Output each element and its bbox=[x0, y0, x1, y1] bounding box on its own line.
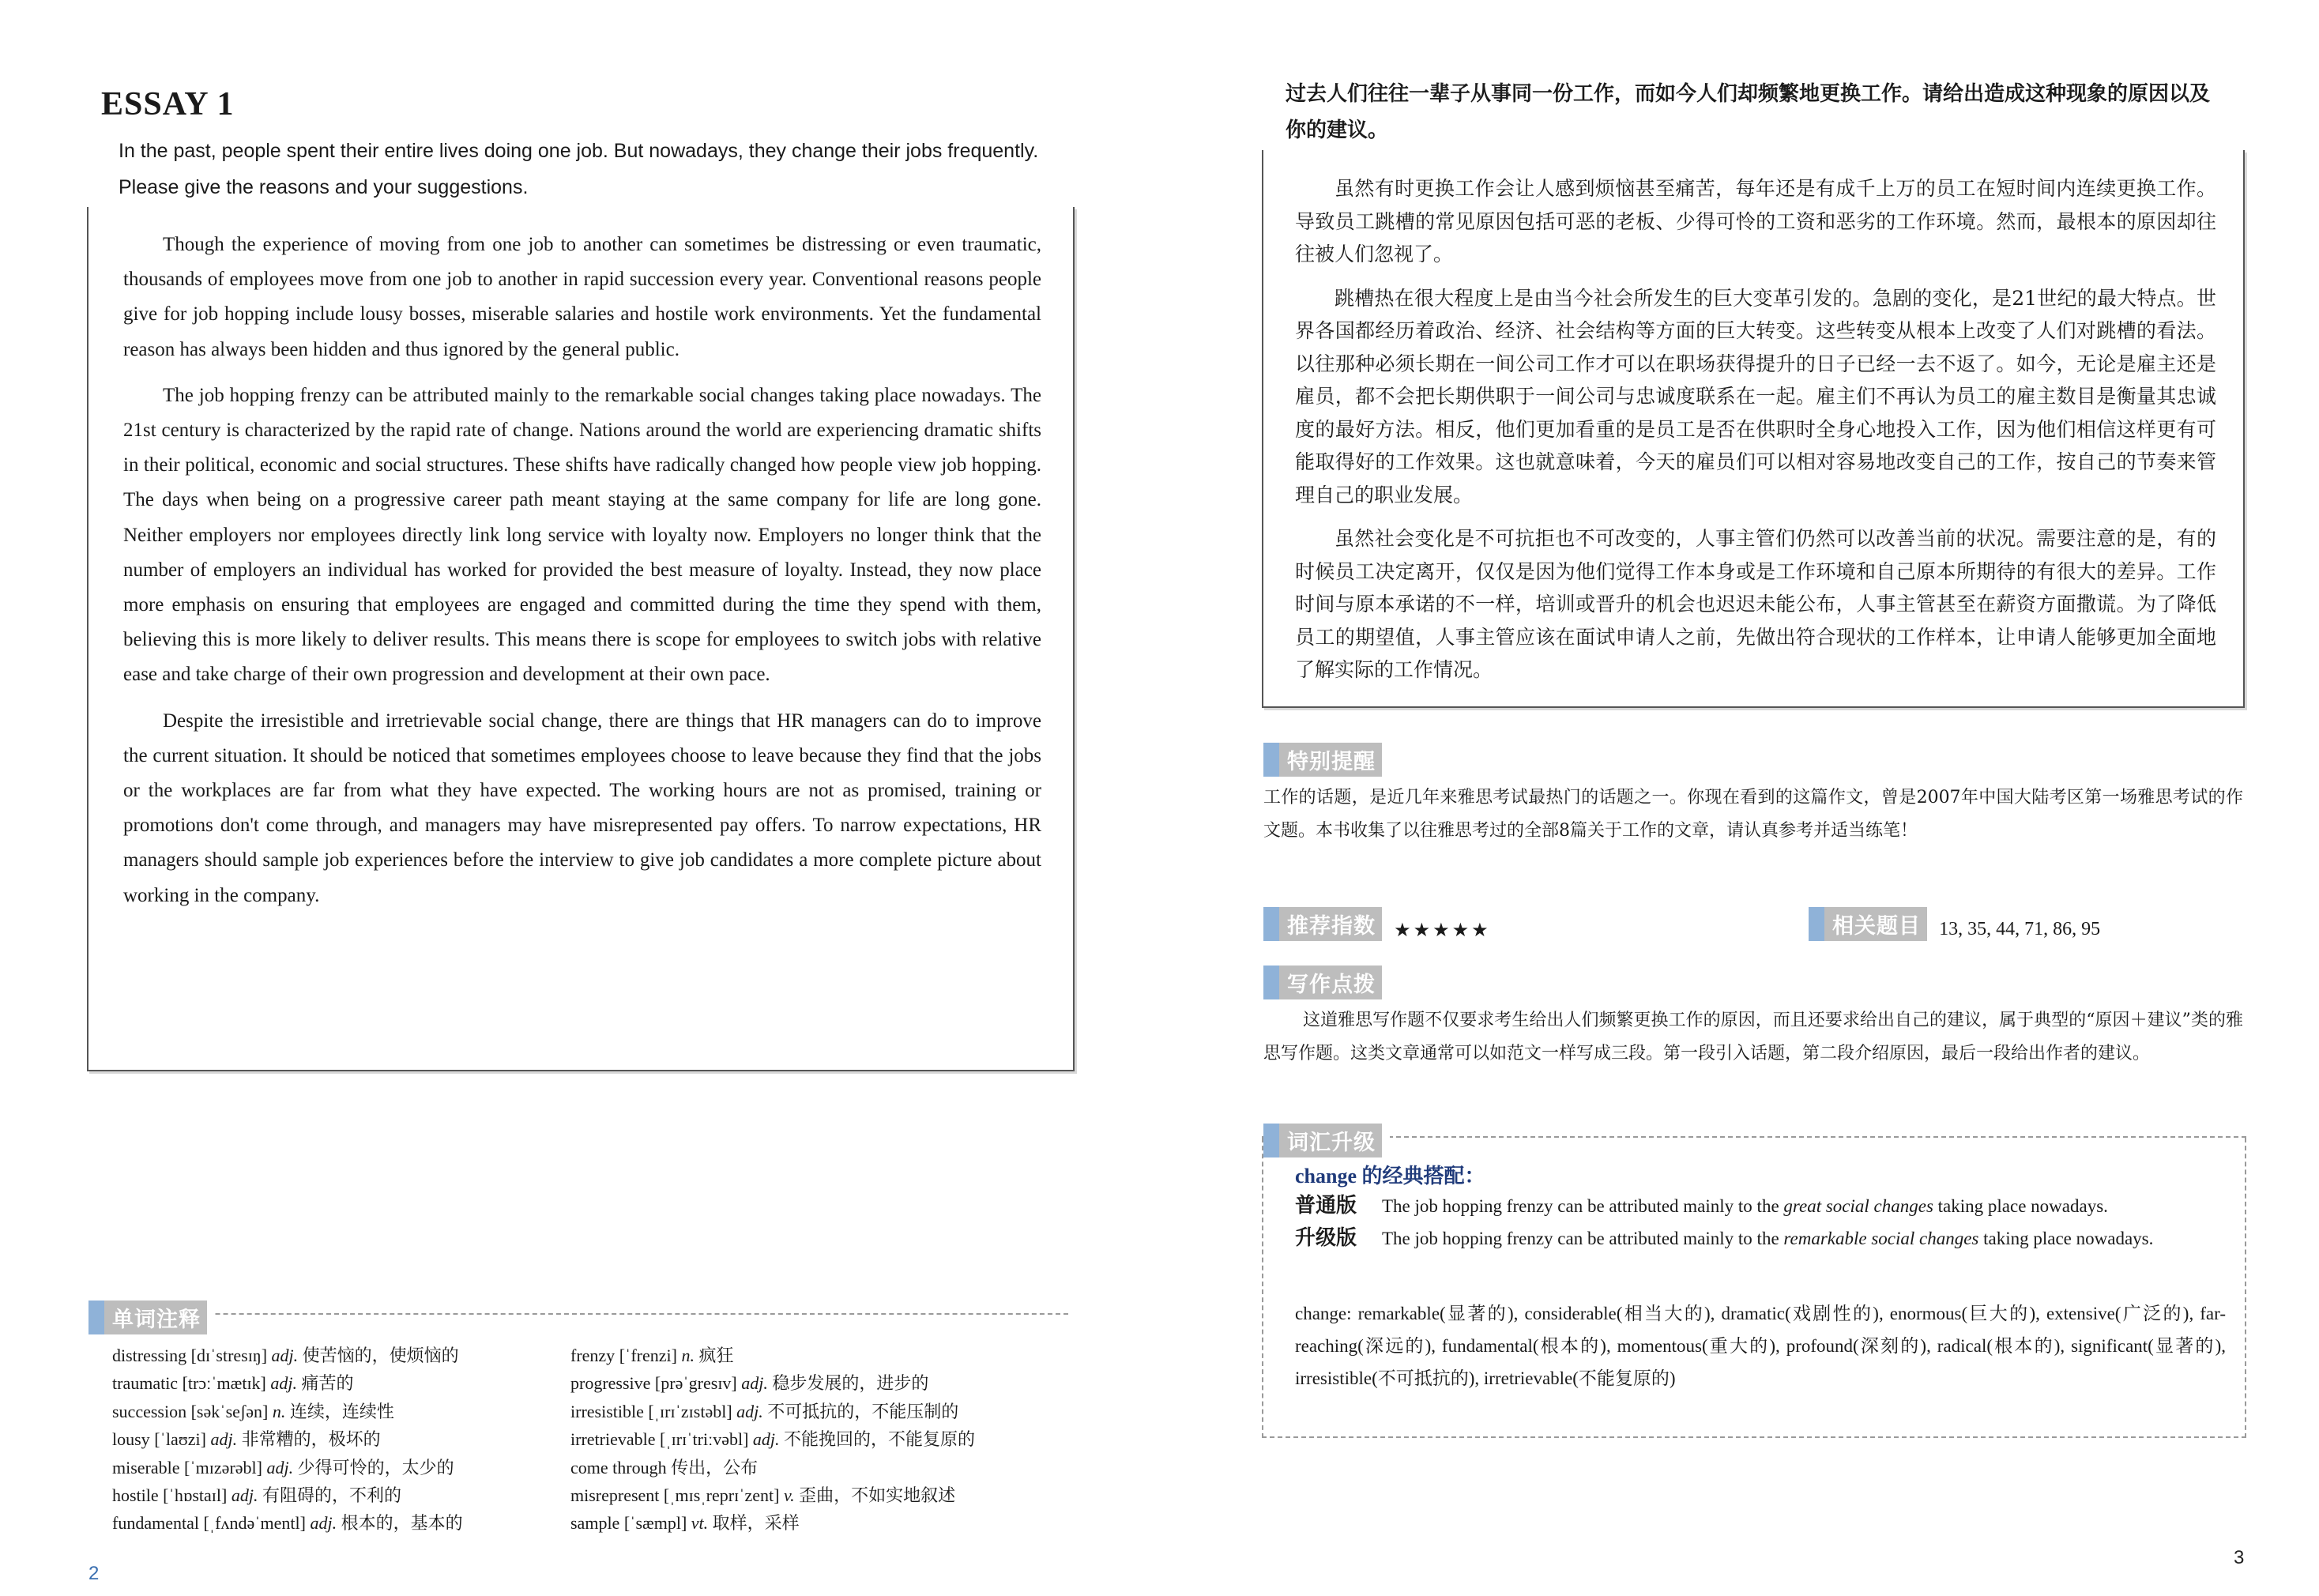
upgraded-sentence-emphasis: remarkable social changes bbox=[1783, 1229, 1979, 1248]
vocab-word: sample bbox=[570, 1513, 620, 1534]
essay-paragraph-2: The job hopping frenzy can be attributed mainly to the remarkable social changes taking place nowadays. The 21st century is characterized by the rapid rate of change. Nations around the world are experiencing dramatic shifts in their political, economic and social structures. These shifts have radically changed how people view job hopping. The days when being on a progressive career path meant staying at the same company for life are long gone. Neither employers nor employees directly link long service with loyalty now. Employers no longer think that the number of employers an individual has worked for provided the best measure of loyalty. Instead, they now place more emphasis on ensuring that employees are engaged and committed during the time they spend with them, believing this is more likely to deliver results. This means there is scope for employees to switch jobs with relative ease and take charge of their own progression and development at their own pace. bbox=[123, 384, 1041, 686]
upgraded-version-sentence bbox=[1382, 1222, 2227, 1255]
translation-body bbox=[1295, 172, 2216, 698]
vocab-divider bbox=[88, 1313, 1068, 1338]
writing-tips-text: 这道雅思写作题不仅要求考生给出人们频繁更换工作的原因，而且还要求给出自己的建议，属于典型的“原因＋建议”类的雅思写作题。这类文章通常可以如范文一样写成三段。第一段引入话题，第二段介绍原因，最后一段给出作者的建议。 bbox=[1263, 1011, 2243, 1063]
vocab-word: distressing bbox=[112, 1346, 187, 1365]
vocab-meaning: 取样，采样 bbox=[712, 1513, 800, 1534]
vocab-word: traumatic bbox=[112, 1373, 179, 1394]
related-topics-label: 相关题目 bbox=[1809, 907, 1927, 941]
vocab-pos: v. bbox=[784, 1485, 795, 1506]
vocab-phonetic: [dɪˈstresɪŋ] bbox=[190, 1346, 268, 1365]
vocab-entry bbox=[570, 1342, 975, 1369]
vocab-entry bbox=[112, 1509, 463, 1537]
vocab-phonetic: [ˌɪrɪˈzɪstəbl] bbox=[648, 1401, 732, 1421]
vocab-meaning: 稳步发展的，进步的 bbox=[772, 1373, 929, 1394]
related-topics-numbers: 13, 35, 44, 71, 86, 95 bbox=[1939, 919, 2101, 939]
vocab-meaning: 根本的，基本的 bbox=[341, 1513, 463, 1534]
vocab-word: miserable bbox=[112, 1457, 180, 1477]
vocab-list-column-2 bbox=[570, 1342, 975, 1538]
translation-box bbox=[1262, 150, 2245, 708]
rating-label: 推荐指数 bbox=[1263, 907, 1382, 941]
vocab-meaning: 少得可怜的，太少的 bbox=[297, 1457, 454, 1477]
vocab-phonetic: [ˌfʌndəˈmentl] bbox=[203, 1513, 306, 1534]
vocab-entry bbox=[112, 1342, 463, 1369]
essay-title: ESSAY 1 bbox=[101, 86, 235, 122]
vocab-entry bbox=[112, 1369, 463, 1397]
basic-version-tag: 普通版 bbox=[1295, 1194, 1357, 1218]
vocab-upgrade-label-wrap bbox=[1263, 1124, 1390, 1157]
vocab-entry bbox=[570, 1398, 975, 1425]
basic-sentence-post: taking place nowadays. bbox=[1933, 1196, 2108, 1216]
upgraded-version-tag: 升级版 bbox=[1295, 1226, 1357, 1250]
rating-stars: ★★★★★ bbox=[1394, 918, 1491, 941]
vocab-word: fundamental bbox=[112, 1513, 199, 1534]
vocab-pos: adj. bbox=[270, 1373, 298, 1394]
vocab-phonetic: [ˈhɒstaɪl] bbox=[163, 1485, 228, 1506]
vocab-meaning: 非常糟的，极坏的 bbox=[241, 1429, 381, 1450]
vocab-phonetic: [ˌɪrɪˈtriːvəbl] bbox=[660, 1429, 749, 1450]
vocab-meaning: 有阻碍的，不利的 bbox=[262, 1485, 401, 1506]
vocab-entry bbox=[112, 1481, 463, 1509]
essay-paragraph-3: Despite the irresistible and irretrievable social change, there are things that HR managers can do to improve the current situation. It should be noticed that sometimes employees choose to leave because they find that the jobs or the workplaces are far from what they have expected. The working hours are not as promised, training or promotions don't come through, and managers may have misrepresented pay offers. To narrow expectations, HR managers should sample job experiences before the interview to give job candidates a more complete picture about working in the company. bbox=[123, 710, 1041, 906]
page-number-right: 3 bbox=[2234, 1547, 2245, 1568]
vocab-word: misrepresent bbox=[570, 1485, 660, 1506]
writing-tips-section bbox=[1263, 966, 2243, 1071]
right-page bbox=[1159, 0, 2319, 1596]
vocab-meaning: 使苦恼的，使烦恼的 bbox=[302, 1346, 459, 1365]
vocab-entry bbox=[570, 1369, 975, 1397]
related-topics bbox=[1809, 907, 2100, 941]
vocab-entry bbox=[570, 1509, 975, 1537]
vocab-pos: adj. bbox=[736, 1401, 763, 1421]
vocab-meaning: 歪曲，不如实地叙述 bbox=[799, 1485, 956, 1506]
vocab-meaning: 痛苦的 bbox=[301, 1373, 354, 1394]
basic-version-sentence bbox=[1382, 1190, 2227, 1222]
special-note-text: 工作的话题，是近几年来雅思考试最热门的话题之一。你现在看到的这篇作文，曾是2007年中国大陆考区第一场雅思考试的作文题。本书收集了以往雅思考过的全部8篇关于工作的文章，请认真参考并适当练笔！ bbox=[1263, 788, 2243, 841]
vocab-phonetic: [ˈsæmpl] bbox=[623, 1513, 687, 1534]
essay-box bbox=[87, 207, 1075, 1071]
cn-prompt: 过去人们往往一辈子从事同一份工作，而如今人们却频繁地更换工作。请给出造成这种现象的原因以及你的建议。 bbox=[1286, 82, 2211, 142]
vocab-word: hostile bbox=[112, 1485, 159, 1506]
translation-paragraph-1: 虽然有时更换工作会让人感到烦恼甚至痛苦，每年还是有成千上万的员工在短时间内连续更换工作。导致员工跳槽的常见原因包括可恶的老板、少得可怜的工资和恶劣的工作环境。然而，最根本的原因却往往被人们忽视了。 bbox=[1295, 177, 2216, 265]
vocab-phonetic: [ˌmɪsˌreprɪˈzent] bbox=[663, 1485, 780, 1506]
vocab-phonetic: [prəˈgresɪv] bbox=[654, 1373, 737, 1394]
vocab-upgrade-heading bbox=[1295, 1160, 1485, 1189]
vocab-word: frenzy bbox=[570, 1346, 616, 1365]
vocab-upgrade-label: 词汇升级 bbox=[1263, 1124, 1382, 1157]
vocab-pos: adj. bbox=[310, 1513, 337, 1534]
basic-sentence-pre: The job hopping frenzy can be attributed mainly to the bbox=[1382, 1196, 1784, 1216]
vocab-entry bbox=[112, 1425, 463, 1453]
vocab-meaning: 连续，连续性 bbox=[289, 1401, 394, 1421]
vocab-pos: adj. bbox=[210, 1429, 238, 1450]
vocab-word: lousy bbox=[112, 1429, 150, 1450]
vocab-phonetic: [səkˈseʃən] bbox=[190, 1401, 269, 1421]
upgraded-sentence-post: taking place nowadays. bbox=[1978, 1229, 2154, 1248]
vocab-entry bbox=[112, 1398, 463, 1425]
translation-paragraph-2: 跳槽热在很大程度上是由当今社会所发生的巨大变革引发的。急剧的变化，是21世纪的最大特点。世界各国都经历着政治、经济、社会结构等方面的巨大转变。这些转变从根本上改变了人们对跳槽的看法。以往那种必须长期在一间公司工作才可以在职场获得提升的日子已经一去不返了。如今，无论是雇主还是雇员，都不会把长期供职于一间公司与忠诚度联系在一起。雇主们不再认为员工的雇主数目是衡量其忠诚度的最好方法。相反，他们更加看重的是员工是否在供职时全身心地投入工作，因为他们相信这样更有可能取得好的工作效果。这也就意味着，今天的雇员们可以相对容易地改变自己的工作，按自己的节奏来管理自己的职业发展。 bbox=[1295, 286, 2216, 506]
vocab-phonetic: [ˈmɪzərəbl] bbox=[184, 1457, 262, 1477]
vocab-upgrade-basic-row bbox=[1295, 1190, 2227, 1222]
vocab-word: irresistible bbox=[570, 1401, 644, 1421]
writing-tips-label: 写作点拨 bbox=[1263, 966, 1382, 999]
vocab-word: irretrievable bbox=[570, 1429, 656, 1450]
vocab-meaning: 疯狂 bbox=[698, 1346, 734, 1365]
vocab-meaning: 不能挽回的，不能复原的 bbox=[784, 1429, 976, 1450]
vocab-notes-label: 单词注释 bbox=[88, 1301, 207, 1334]
vocab-entry bbox=[570, 1454, 975, 1481]
vocab-word: progressive bbox=[570, 1373, 651, 1394]
vocab-upgrade-upgraded-row bbox=[1295, 1222, 2227, 1255]
vocab-pos: adj. bbox=[752, 1429, 780, 1450]
special-note-label: 特别提醒 bbox=[1263, 743, 1382, 777]
vocab-meaning: 传出，公布 bbox=[671, 1457, 759, 1477]
vocab-word: come through bbox=[570, 1457, 667, 1477]
essay-prompt: In the past, people spent their entire lives doing one job. But nowadays, they change their jobs frequently. Please give the reasons and your suggestions. bbox=[119, 140, 1039, 198]
vocab-pos: adj. bbox=[266, 1457, 294, 1477]
essay-body bbox=[123, 228, 1041, 924]
vocab-meaning: 不可抵抗的，不能压制的 bbox=[767, 1401, 959, 1421]
vocab-upgrade-heading-word: change bbox=[1295, 1165, 1357, 1188]
vocab-phonetic: [ˈfrenzi] bbox=[619, 1346, 677, 1365]
vocab-pos: adj. bbox=[271, 1346, 299, 1365]
page-number-left: 2 bbox=[88, 1563, 100, 1584]
vocab-list-column-1 bbox=[112, 1342, 463, 1538]
vocab-entry bbox=[570, 1481, 975, 1509]
vocab-upgrade-synonyms: change: remarkable(显著的), considerable(相当大的), dramatic(戏剧性的), enormous(巨大的), extensive(广泛的), far-reaching(深远的), fundamental(根本的), momentous(重大的), profound(深刻的), radical(根本的), significant(显著的), irresistible(不可抵抗的), irretrievable(不能复原的) bbox=[1295, 1304, 2226, 1388]
vocab-word: succession bbox=[112, 1401, 187, 1421]
rating-row bbox=[1263, 907, 2243, 939]
vocab-phonetic: [ˈlaʊzi] bbox=[154, 1429, 206, 1450]
basic-sentence-emphasis: great social changes bbox=[1783, 1196, 1933, 1216]
essay-paragraph-1: Though the experience of moving from one job to another can sometimes be distressing or even traumatic, thousands of employees move from one job to another in rapid succession every year. Conventional reasons people give for job hopping include lousy bosses, miserable salaries and hostile work environments. Yet the fundamental reason has always been hidden and thus ignored by the general public. bbox=[123, 234, 1041, 360]
vocab-entry bbox=[112, 1454, 463, 1481]
left-page bbox=[0, 0, 1159, 1596]
vocab-pos: adj. bbox=[231, 1485, 258, 1506]
vocab-pos: adj. bbox=[741, 1373, 768, 1394]
vocab-pos: n. bbox=[272, 1401, 286, 1421]
vocab-upgrade-heading-cn: 的经典搭配： bbox=[1361, 1165, 1485, 1188]
vocab-pos: vt. bbox=[691, 1513, 709, 1534]
upgraded-sentence-pre: The job hopping frenzy can be attributed mainly to the bbox=[1382, 1229, 1784, 1248]
special-note-section bbox=[1263, 743, 2243, 848]
vocab-entry bbox=[570, 1425, 975, 1453]
translation-paragraph-3: 虽然社会变化是不可抗拒也不可改变的，人事主管们仍然可以改善当前的状况。需要注意的是，有的时候员工决定离开，仅仅是因为他们觉得工作本身或是工作环境和自己原本所期待的有很大的差异。工作时间与原本承诺的不一样，培训或晋升的机会也迟迟未能公布，人事主管甚至在薪资方面撒谎。为了降低员工的期望值，人事主管应该在面试申请人之前，先做出符合现状的工作样本，让申请人能够更加全面地了解实际的工作情况。 bbox=[1295, 527, 2216, 681]
vocab-phonetic: [trɔːˈmætɪk] bbox=[182, 1373, 266, 1394]
vocab-pos: n. bbox=[681, 1346, 695, 1365]
vocab-label-wrap bbox=[88, 1301, 215, 1334]
